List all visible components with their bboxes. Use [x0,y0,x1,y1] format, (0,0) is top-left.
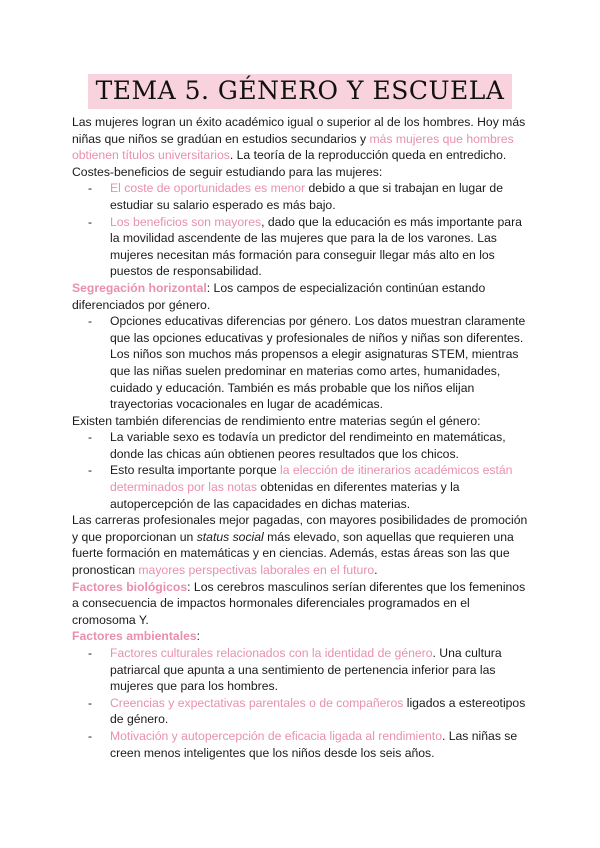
list-item [72,728,532,761]
bullet-dash: - [88,181,93,196]
ambientales-text-0: . Una cultura patriarcal que apunta a una sentimiento de pertenencia inferior para las mujeres que para los hombres. [110,646,502,694]
rendimiento-list [72,429,532,512]
costes-list [72,180,532,280]
bullet-dash: - [88,430,93,445]
title-container [0,74,600,109]
ambientales-text: : [196,629,201,644]
segregacion-paragraph [72,280,532,313]
list-item [72,214,532,280]
intro-paragraph [72,114,532,164]
rendimiento-highlight-1: la elección de itinerarios académicos están determinados por las notas [110,463,513,495]
list-item [72,462,532,512]
biologicos-text: : Los cerebros masculinos serían diferentes que los femeninos a consecuencia de impactos hormonales diferenciales programados en el cromosoma Y. [72,579,526,627]
ambientales-highlight-1: Creencias y expectativas parentales o de compañeros [110,695,404,710]
list-item [72,645,532,695]
carreras-text-1: Las carreras profesionales mejor pagadas, con mayores posibilidades de promoción y que proporcionan un [72,513,528,544]
ambientales-highlight-0: Factores culturales relacionados con la identidad de género [110,646,433,660]
carreras-paragraph [72,512,532,578]
rendimiento-post-1: obtenidas en diferentes materias y la autopercepción de las capacidades en dichas materias. [110,480,460,511]
carreras-text-2: más elevado, son aquellas que requieren una fuerte formación en matemáticas y en ciencias. Además, estas áreas son las que pronostican [72,529,514,578]
ambientales-highlight-2: Motivación y autopercepción de eficacia ligada al rendimiento [110,728,442,743]
segregacion-text: : Los campos de especialización continúan estando diferenciados por género. [72,280,486,312]
bullet-dash: - [88,695,93,710]
costes-text-0: debido a que si trabajan en lugar de estudiar su salario esperado es más bajo. [110,181,503,212]
bullet-dash: - [88,463,93,478]
list-item [72,313,532,413]
ambientales-heading [72,628,532,645]
ambientales-label: Factores ambientales [72,629,197,644]
carreras-em: status social [196,529,264,544]
costes-highlight-1: Los beneficios son mayores [110,214,262,229]
bullet-dash: - [88,214,93,229]
segregacion-label: Segregación horizontal [72,280,207,295]
ambientales-text-1: ligados a estereotipos de género. [110,695,526,727]
ambientales-text-2: . Las niñas se creen menos inteligentes que los niños desde los seis años. [110,728,518,760]
page-title: TEMA 5. GÉNERO Y ESCUELA [88,74,513,109]
costes-intro: Costes-beneficios de seguir estudiando para las mujeres: [72,164,383,179]
biologicos-label: Factores biológicos [72,579,188,594]
rendimiento-pre-1: Esto resulta importante porque [110,463,281,478]
carreras-text-3: . [374,563,378,578]
segregacion-item-0: Opciones educativas diferencias por género. Los datos muestran claramente que las opciones educativas y profesionales de niños y niñas son diferentes. Los niños son muchos más propensos a elegir asignaturas STEM, mientras que las niñas suelen predominar en materias como artes, humanidades, cuidado y educación. También es más probable que los niños elijan trayectorias vocacionales en lugar de académicas. [110,314,526,412]
bullet-dash: - [88,728,93,743]
list-item [72,429,532,462]
biologicos-paragraph [72,579,532,629]
costes-highlight-0: El coste de oportunidades es menor [110,181,306,196]
costes-text-1: , dado que la educación es más importante para la movilidad ascendente de las mujeres que para la de los varones. Las mujeres necesitan más formación para conseguir llegar más alto en los puestos de responsabilidad. [110,214,522,279]
segregacion-list [72,313,532,413]
bullet-dash: - [88,646,93,660]
rendimiento-pre-0: La variable sexo es todavía un predictor del rendimeinto en matemáticas, donde las chicas aún obtienen peores resultados que los chicos. [110,430,506,461]
ambientales-list [72,645,532,761]
document-body [72,114,532,761]
intro-highlight: más mujeres que hombres obtienen títulos universitarios [72,131,514,163]
list-item [72,695,532,728]
bullet-dash: - [88,314,93,329]
intro-text-2: . La teoría de la reproducción queda en entredicho. [229,148,507,163]
rendimiento-intro: Existen también diferencias de rendimiento entre materias según el género: [72,413,481,428]
intro-text-1: Las mujeres logran un éxito académico igual o superior al de los hombres. Hoy más niñas que niños se gradúan en estudios secundarios y [72,115,526,146]
carreras-highlight: mayores perspectivas laborales en el futuro [138,563,375,578]
list-item [72,180,532,213]
